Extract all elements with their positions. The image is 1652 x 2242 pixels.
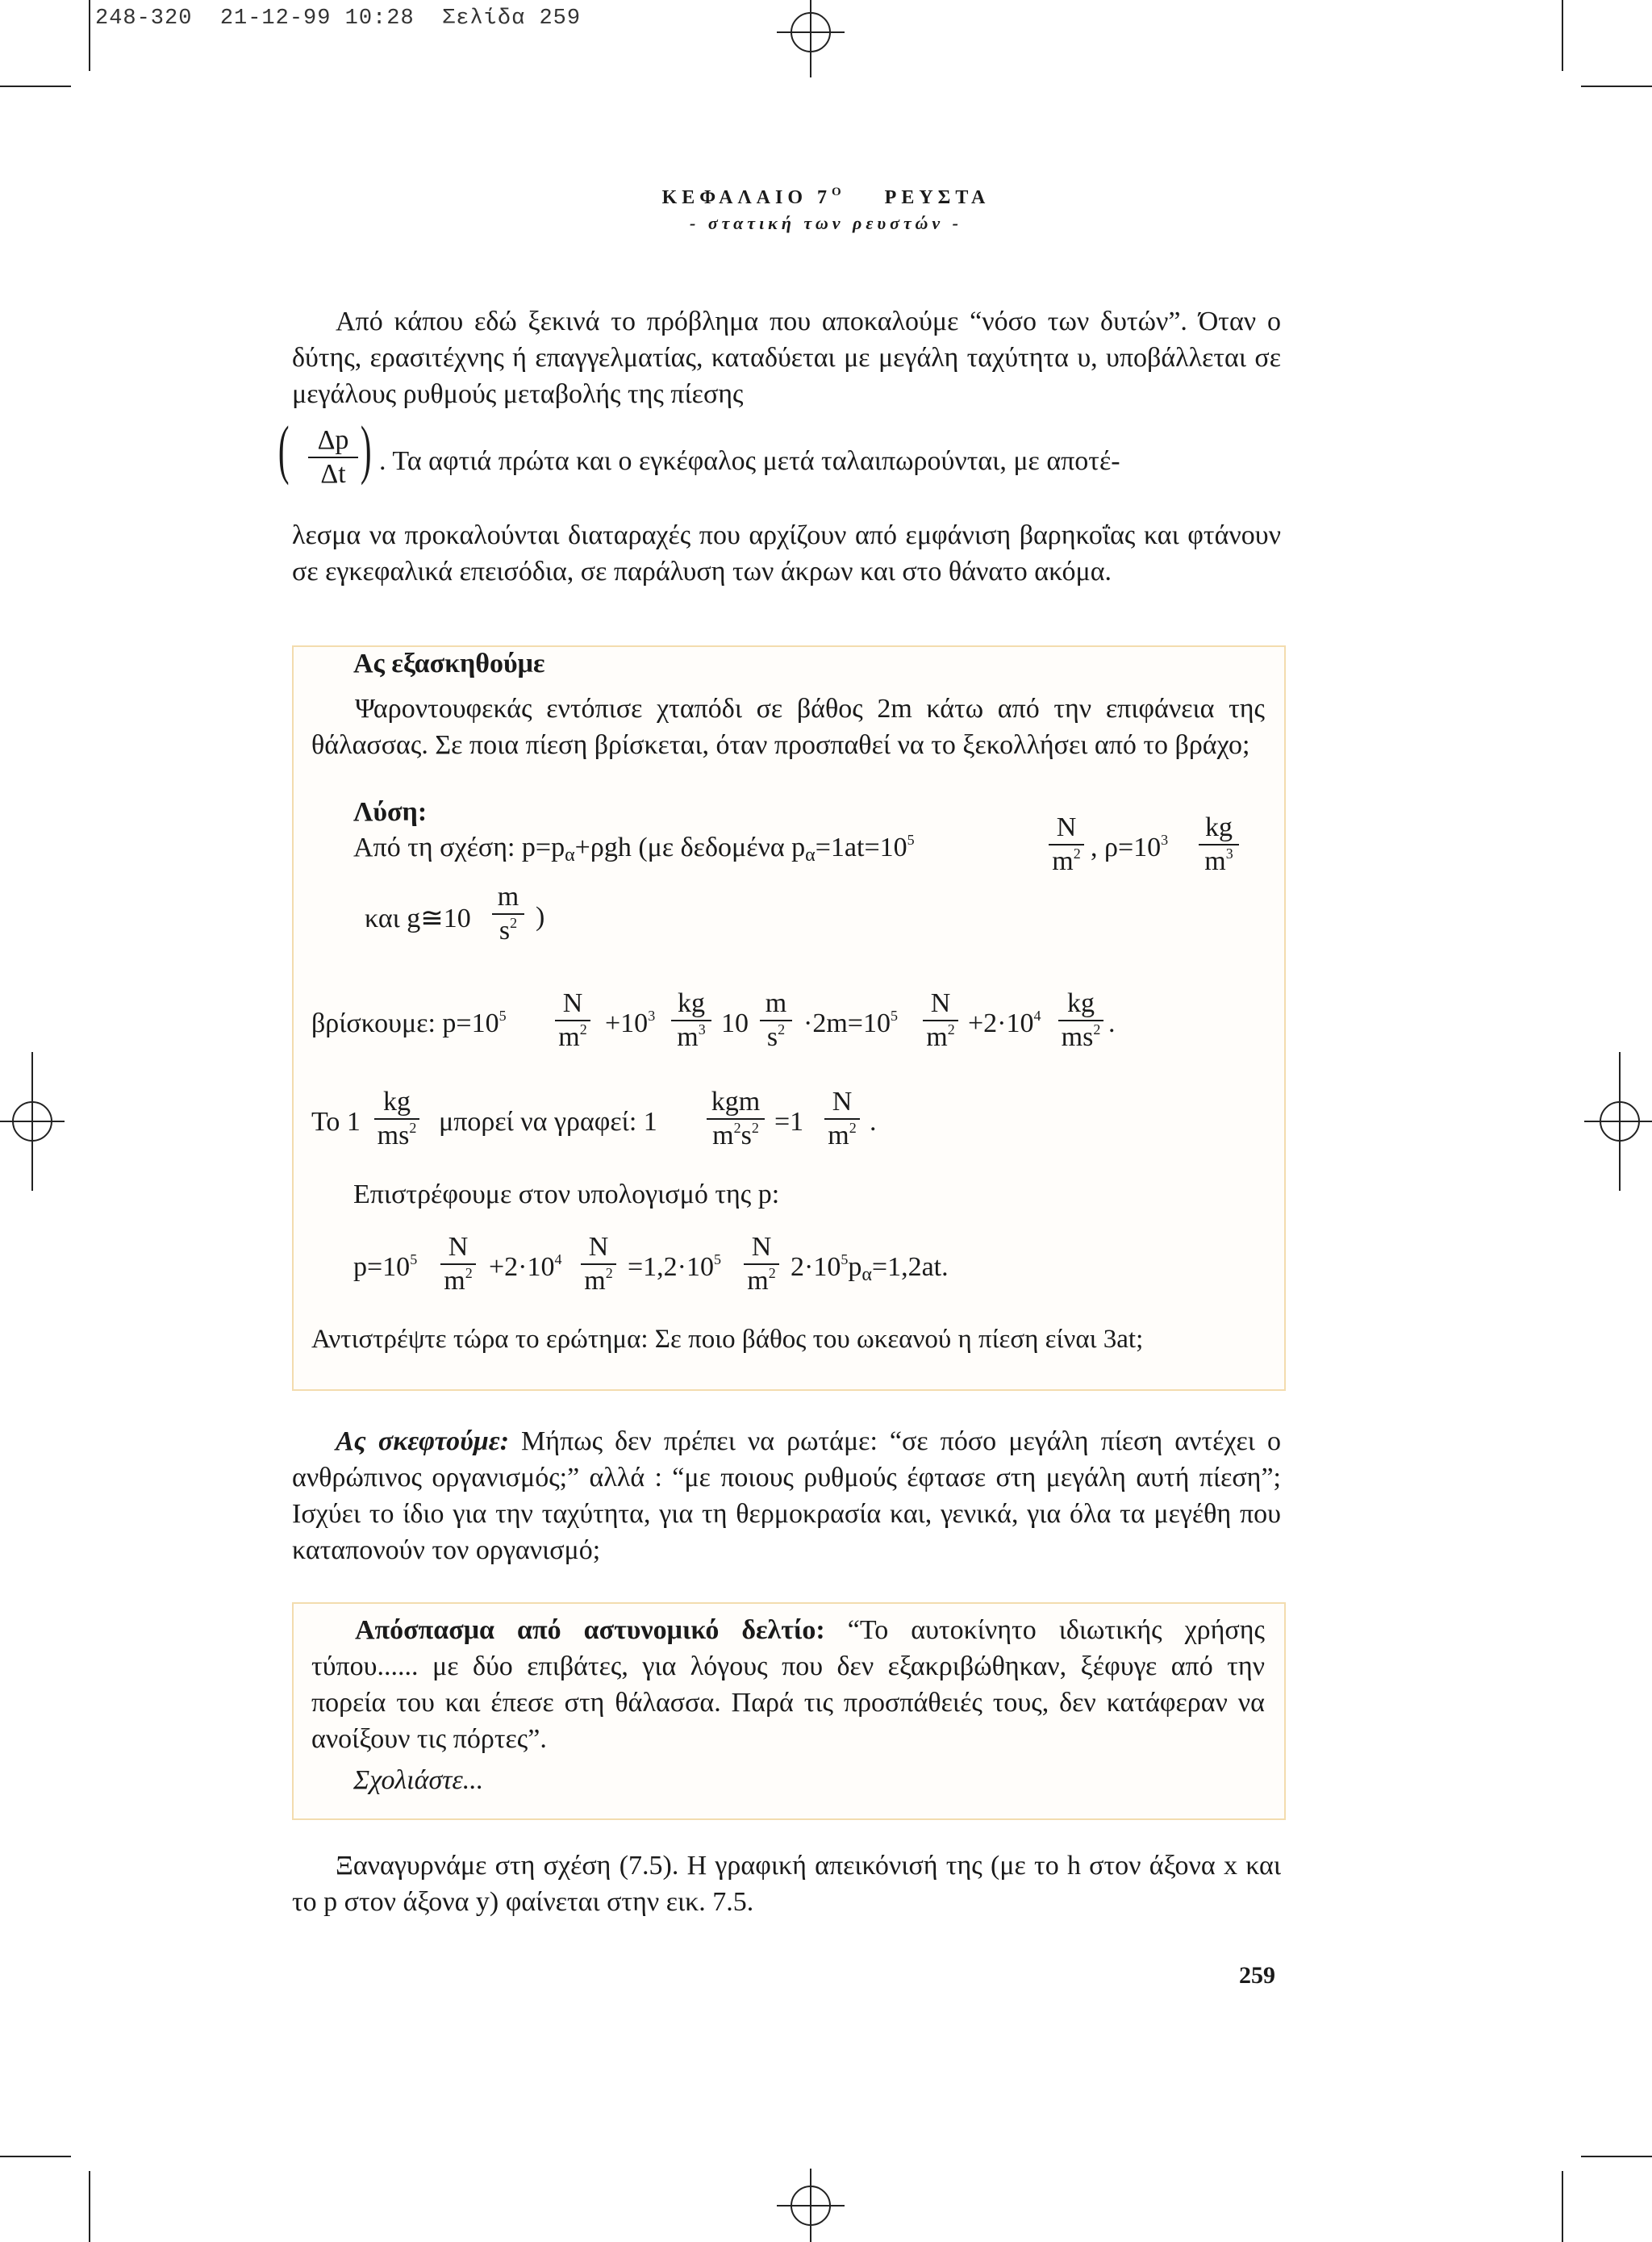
intro-paragraph-2: λεσμα να προκαλούνται διαταραχές που αρχίζουν από εμφάνιση βαρηκοΐας και φτάνουν σε εγκεφαλικά επεισόδια, σε παράλυση των άκρων και στο θάνατο ακόμα. (292, 520, 1281, 587)
running-header: ΚΕΦΑΛΑΙΟ $7^O$ ΡΕΥΣΤΑ (661, 186, 991, 208)
registration-mark-top (770, 0, 851, 81)
think-paragraph: Ας σκεφτούμε: Μήπως δεν πρέπει να ρωτάμε: “σε πόσο μεγάλη πίεση αντέχει ο ανθρώπινος οργανισμός;” αλλά : “με ποιους ρυθμούς έφτασε στη μεγάλη αυτή πίεση”; Ισχύει το ίδιο για την ταχύτητα, για τη θερμοκρασία και, γενικά, για όλα τα μεγέθη που καταπονούν τον οργανισμό; (292, 1426, 1281, 1565)
police-report-comment: Σχολιάστε... (353, 1765, 484, 1795)
solution-line-6: $p=10^5$ (353, 1251, 418, 1282)
solution-line-1: Από τη σχέση: $p=p_\alpha+\rho gh$ (με δεδομένα $p_\alpha=1at=10^5$ (353, 832, 915, 866)
solution-label: Λύση: (353, 797, 428, 827)
solution-line-2: και g≅10 (365, 904, 471, 933)
exercise-question: Αντιστρέψτε τώρα το ερώτημα: Σε ποιο βάθος του ωκεανού η πίεση είναι 3at; (311, 1325, 1144, 1354)
fraction-kg-m3: kg $m^3$ (1199, 813, 1239, 876)
registration-mark-left (0, 1049, 65, 1194)
solution-line-3: βρίσκουμε: $p=10^5$ (311, 1008, 507, 1038)
registration-mark-right (1555, 1049, 1652, 1194)
exercise-heading: Ας εξασκηθούμε (353, 649, 545, 678)
running-subheader: - στατική των ρευστών - (690, 213, 962, 233)
fraction-m-s2: m $s^2$ (492, 883, 524, 946)
police-report-text: Απόσπασμα από αστυνομικό δελτίο: “Το αυτοκίνητο ιδιωτικής χρήσης τύπου...... με δύο επιβάτες, για λόγους που δεν εξακριβώθηκαν, ξέφυγε από την πορεία του και έπεσε στη θάλασσα. Παρά τις προσπάθειές τους, δεν κατάφεραν να ανοίξουν τις πόρτες”. (311, 1615, 1265, 1754)
solution-line-4: Το 1 (311, 1107, 361, 1137)
chapter-label: ΚΕΦΑΛΑΙΟ 7 (661, 187, 832, 208)
registration-mark-bottom (770, 2165, 851, 2242)
chapter-title: ΡΕΥΣΤΑ (884, 187, 991, 208)
density-value: , $\rho=10^3$ (1091, 832, 1169, 862)
fraction-N-m2: N $m^2$ (1049, 813, 1084, 876)
exercise-problem: Ψαροντουφεκάς εντόπισε χταπόδι σε βάθος 2m κάτω από την επιφάνεια της θάλασσας. Σε ποια πίεση βρίσκεται, όταν προσπαθεί να το ξεκολλήσει από το βράχο; (311, 694, 1265, 760)
page-number: 259 (1239, 1962, 1275, 1989)
intro-continuation: . Τα αφτιά πρώτα και ο εγκέφαλος μετά ταλαιπωρούνται, με αποτέ- (379, 446, 1120, 476)
intro-paragraph: Από κάπου εδώ ξεκινά το πρόβλημα που αποκαλούμε “νόσο των δυτών”. Όταν ο δύτης, ερασιτέχνης ή επαγγελματίας, καταδύεται με μεγάλη ταχύτητα υ, υποβάλλεται σε μεγάλους ρυθμούς μεταβολής της πίεσης (292, 307, 1281, 409)
solution-line-5: Επιστρέφουμε στον υπολογισμό της p: (353, 1179, 780, 1209)
print-slug: 248-320 21-12-99 10:28 Σελίδα 259 (95, 6, 582, 31)
closing-paragraph: Ξαναγυρνάμε στη σχέση (7.5). Η γραφική απεικόνισή της (με το h στον άξονα x και το p στον άξονα y) φαίνεται στην εικ. 7.5. (292, 1851, 1281, 1917)
